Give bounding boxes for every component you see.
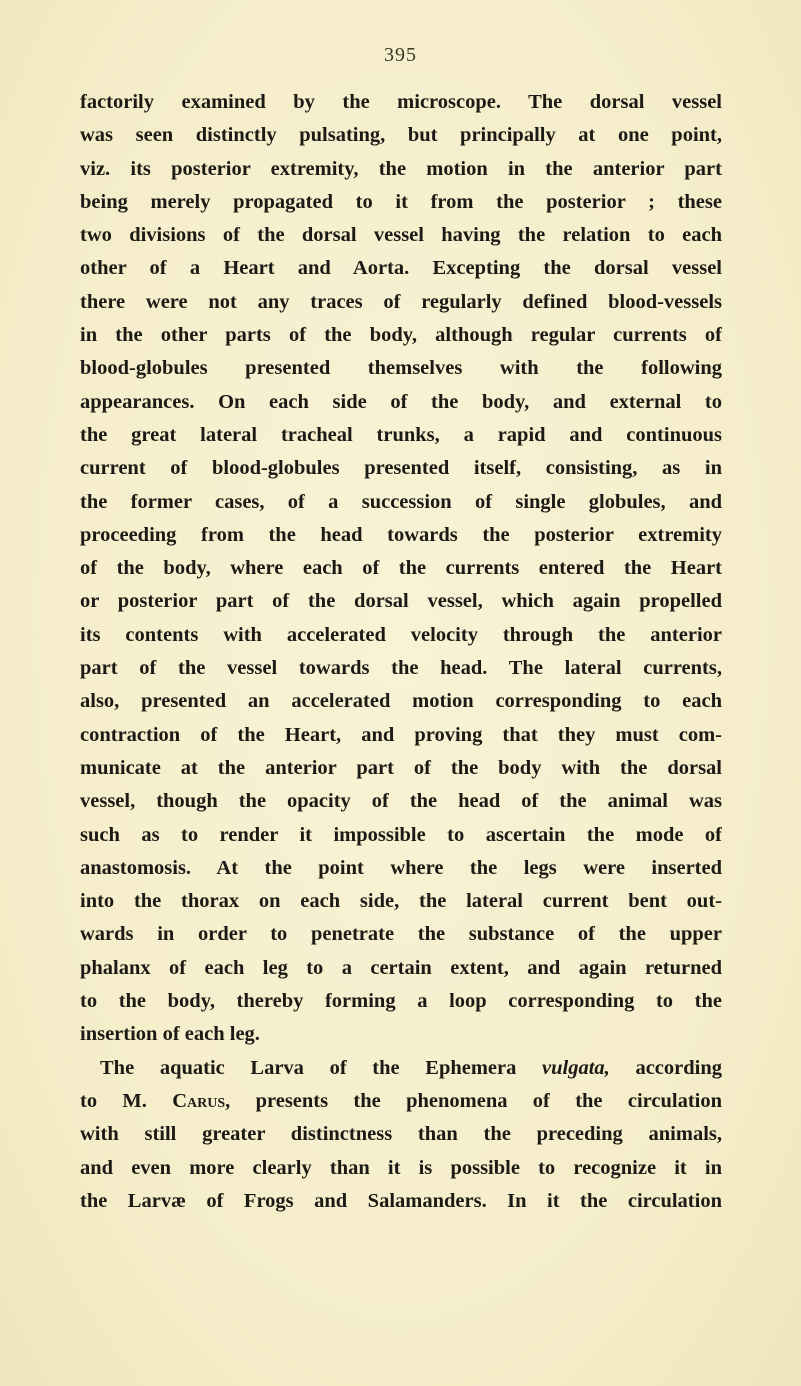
body-text (80, 86, 722, 1218)
text-line: contraction of the Heart, and proving that they must com- (80, 723, 722, 746)
text-line: with still greater distinctness than the preceding animals, (80, 1123, 722, 1146)
text-run: The aquatic Larva of the Ephemera (100, 1056, 543, 1079)
text-line: or posterior part of the dorsal vessel, which again propelled (80, 590, 722, 613)
text-line: the great lateral tracheal trunks, a rapid and continuous (80, 423, 722, 446)
text-line: also, presented an accelerated motion corresponding to each (80, 690, 722, 713)
text-line: wards in order to penetrate the substance of the upper (80, 923, 722, 946)
text-line: the former cases, of a succession of single globules, and (80, 490, 722, 513)
text-run: according (609, 1056, 722, 1079)
text-line: its contents with accelerated velocity through the anterior (80, 623, 722, 646)
text-line: being merely propagated to it from the posterior ; these (80, 190, 722, 213)
text-line: such as to render it impossible to ascertain the mode of (80, 823, 722, 846)
text-line: of the body, where each of the currents entered the Heart (80, 557, 722, 580)
text-line: two divisions of the dorsal vessel having the relation to each (80, 224, 722, 247)
text-run: to M. (80, 1089, 173, 1112)
species-name: vulgata, (542, 1056, 610, 1079)
text-line: into the thorax on each side, the lateral current bent out- (80, 890, 722, 913)
paragraph-1 (80, 86, 722, 1052)
text-line: to the body, thereby forming a loop corresponding to the (80, 990, 722, 1013)
text-line: in the other parts of the body, although regular currents of (80, 324, 722, 347)
text-line: other of a Heart and Aorta. Excepting the dorsal vessel (80, 257, 722, 280)
text-line (80, 1085, 722, 1118)
text-line: appearances. On each side of the body, and external to (80, 390, 722, 413)
text-line: anastomosis. At the point where the legs were inserted (80, 856, 722, 879)
text-line: and even more clearly than it is possible to recognize it in (80, 1156, 722, 1179)
text-line: the Larvæ of Frogs and Salamanders. In it the circulation (80, 1189, 722, 1212)
text-line: blood-globules presented themselves with the following (80, 357, 722, 380)
author-name: Carus (172, 1089, 226, 1112)
text-line: there were not any traces of regularly defined blood-vessels (80, 290, 722, 313)
paragraph-2 (80, 1052, 722, 1218)
text-line: vessel, though the opacity of the head of the animal was (80, 790, 722, 813)
text-line: current of blood-globules presented itself, consisting, as in (80, 457, 722, 480)
page-number: 395 (384, 44, 417, 66)
text-line: was seen distinctly pulsating, but principally at one point, (80, 124, 722, 147)
text-line: factorily examined by the microscope. The dorsal vessel (80, 91, 722, 113)
text-line: insertion of each leg. (80, 1023, 260, 1046)
text-line: part of the vessel towards the head. The lateral currents, (80, 657, 722, 680)
text-run: , presents the phenomena of the circulation (225, 1089, 722, 1112)
text-line: municate at the anterior part of the body with the dorsal (80, 756, 722, 779)
text-line: viz. its posterior extremity, the motion in the anterior part (80, 157, 722, 180)
text-line (80, 1052, 722, 1085)
text-line: phalanx of each leg to a certain extent, and again returned (80, 956, 722, 979)
text-line: proceeding from the head towards the posterior extremity (80, 523, 722, 546)
